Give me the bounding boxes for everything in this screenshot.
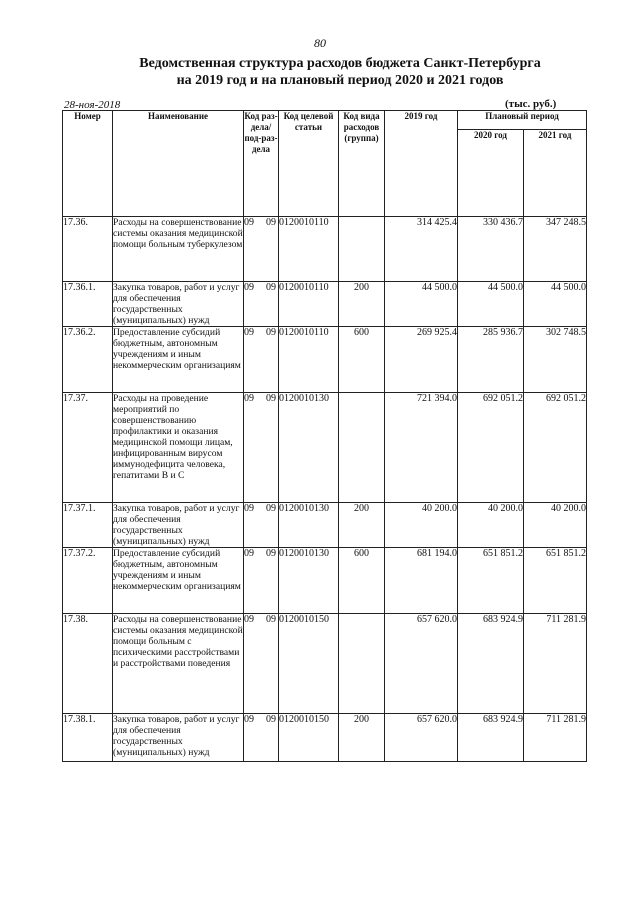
- header-2019: 2019 год: [385, 111, 458, 217]
- section-code: 09: [244, 393, 254, 404]
- row-number: 17.36.: [63, 217, 113, 282]
- row-number: 17.37.: [63, 393, 113, 503]
- table-row: [63, 714, 587, 762]
- table-row: [63, 393, 587, 503]
- header-number: Номер: [63, 111, 113, 217]
- row-expense-type: 600: [339, 327, 385, 393]
- header-target-code: Код целевой статьи: [279, 111, 339, 217]
- document-title: [60, 55, 620, 89]
- row-amount-2019: 657 620.0: [385, 614, 458, 714]
- row-section-code: [244, 503, 279, 548]
- table-row: [63, 327, 587, 393]
- row-amount-2021: 347 248.5: [524, 217, 587, 282]
- row-number: 17.36.2.: [63, 327, 113, 393]
- table-row: [63, 548, 587, 614]
- table-body: [63, 217, 587, 762]
- row-number: 17.38.: [63, 614, 113, 714]
- row-section-code: [244, 327, 279, 393]
- row-expense-type: 200: [339, 282, 385, 327]
- row-amount-2021: 651 851.2: [524, 548, 587, 614]
- title-line-1: Ведомственная структура расходов бюджета Санкт-Петербурга: [139, 56, 541, 71]
- row-target-code: 0120010110: [279, 327, 339, 393]
- header-2020: 2020 год: [458, 130, 524, 217]
- row-target-code: 0120010130: [279, 503, 339, 548]
- row-amount-2020: 683 924.9: [458, 614, 524, 714]
- table-row: [63, 503, 587, 548]
- row-amount-2019: 721 394.0: [385, 393, 458, 503]
- header-row: [63, 111, 587, 130]
- subsection-code: 09: [266, 327, 276, 338]
- row-section-code: [244, 393, 279, 503]
- row-amount-2021: 711 281.9: [524, 714, 587, 762]
- row-number: 17.37.2.: [63, 548, 113, 614]
- title-line-2: на 2019 год и на плановый период 2020 и 2021 годов: [176, 73, 504, 88]
- row-amount-2021: 40 200.0: [524, 503, 587, 548]
- row-amount-2020: 692 051.2: [458, 393, 524, 503]
- row-amount-2020: 651 851.2: [458, 548, 524, 614]
- row-name: Предоставление субсидий бюджетным, автономным учреждениям и иным некоммерческим организациям: [113, 327, 244, 393]
- section-code: 09: [244, 548, 254, 559]
- row-name: Закупка товаров, работ и услуг для обеспечения государственных (муниципальных) нужд: [113, 282, 244, 327]
- section-code: 09: [244, 327, 254, 338]
- row-target-code: 0120010110: [279, 282, 339, 327]
- row-target-code: 0120010150: [279, 614, 339, 714]
- row-amount-2021: 302 748.5: [524, 327, 587, 393]
- row-number: 17.36.1.: [63, 282, 113, 327]
- row-name: Расходы на совершенствование системы оказания медицинской помощи больным туберкулезом: [113, 217, 244, 282]
- subsection-code: 09: [266, 614, 276, 625]
- header-2021: 2021 год: [524, 130, 587, 217]
- subsection-code: 09: [266, 503, 276, 514]
- budget-table: [62, 110, 587, 762]
- row-amount-2019: 314 425.4: [385, 217, 458, 282]
- row-section-code: [244, 548, 279, 614]
- header-expense-type-code: Код вида расходов (группа): [339, 111, 385, 217]
- row-name: Предоставление субсидий бюджетным, автономным учреждениям и иным некоммерческим организациям: [113, 548, 244, 614]
- header-planning-period: Плановый период: [458, 111, 587, 130]
- row-name: Закупка товаров, работ и услуг для обеспечения государственных (муниципальных) нужд: [113, 714, 244, 762]
- row-amount-2020: 40 200.0: [458, 503, 524, 548]
- row-amount-2020: 44 500.0: [458, 282, 524, 327]
- row-target-code: 0120010130: [279, 393, 339, 503]
- subsection-code: 09: [266, 282, 276, 293]
- section-code: 09: [244, 714, 254, 725]
- row-amount-2021: 44 500.0: [524, 282, 587, 327]
- subsection-code: 09: [266, 393, 276, 404]
- row-amount-2021: 692 051.2: [524, 393, 587, 503]
- row-expense-type: [339, 393, 385, 503]
- row-section-code: [244, 614, 279, 714]
- row-amount-2019: 269 925.4: [385, 327, 458, 393]
- row-name: Расходы на проведение мероприятий по совершенствованию профилактики и оказания медицинской помощи лицам, инфицированным вирусом иммунодефицита человека, гепатитами В и С: [113, 393, 244, 503]
- header-section-code: Код раз-дела/ под-раз-дела: [244, 111, 279, 217]
- section-code: 09: [244, 282, 254, 293]
- table-row: [63, 614, 587, 714]
- row-amount-2019: 44 500.0: [385, 282, 458, 327]
- row-target-code: 0120010130: [279, 548, 339, 614]
- table-row: [63, 217, 587, 282]
- subsection-code: 09: [266, 714, 276, 725]
- row-name: Расходы на совершенствование системы оказания медицинской помощи больным с психическими расстройствами и расстройствами поведения: [113, 614, 244, 714]
- row-amount-2019: 681 194.0: [385, 548, 458, 614]
- section-code: 09: [244, 614, 254, 625]
- section-code: 09: [244, 503, 254, 514]
- row-expense-type: 200: [339, 503, 385, 548]
- page-number: 80: [314, 36, 326, 50]
- subsection-code: 09: [266, 548, 276, 559]
- row-amount-2021: 711 281.9: [524, 614, 587, 714]
- row-amount-2020: 330 436.7: [458, 217, 524, 282]
- report-date: 28-ноя-2018: [64, 99, 121, 111]
- row-expense-type: [339, 614, 385, 714]
- row-expense-type: 600: [339, 548, 385, 614]
- row-section-code: [244, 282, 279, 327]
- row-amount-2020: 285 936.7: [458, 327, 524, 393]
- section-code: 09: [244, 217, 254, 228]
- row-amount-2019: 40 200.0: [385, 503, 458, 548]
- subsection-code: 09: [266, 217, 276, 228]
- row-number: 17.38.1.: [63, 714, 113, 762]
- row-amount-2019: 657 620.0: [385, 714, 458, 762]
- units-label: (тыс. руб.): [505, 98, 557, 110]
- row-amount-2020: 683 924.9: [458, 714, 524, 762]
- row-section-code: [244, 714, 279, 762]
- row-expense-type: [339, 217, 385, 282]
- header-name: Наименование: [113, 111, 244, 217]
- table-row: [63, 282, 587, 327]
- row-target-code: 0120010110: [279, 217, 339, 282]
- row-name: Закупка товаров, работ и услуг для обеспечения государственных (муниципальных) нужд: [113, 503, 244, 548]
- row-section-code: [244, 217, 279, 282]
- row-expense-type: 200: [339, 714, 385, 762]
- row-target-code: 0120010150: [279, 714, 339, 762]
- row-number: 17.37.1.: [63, 503, 113, 548]
